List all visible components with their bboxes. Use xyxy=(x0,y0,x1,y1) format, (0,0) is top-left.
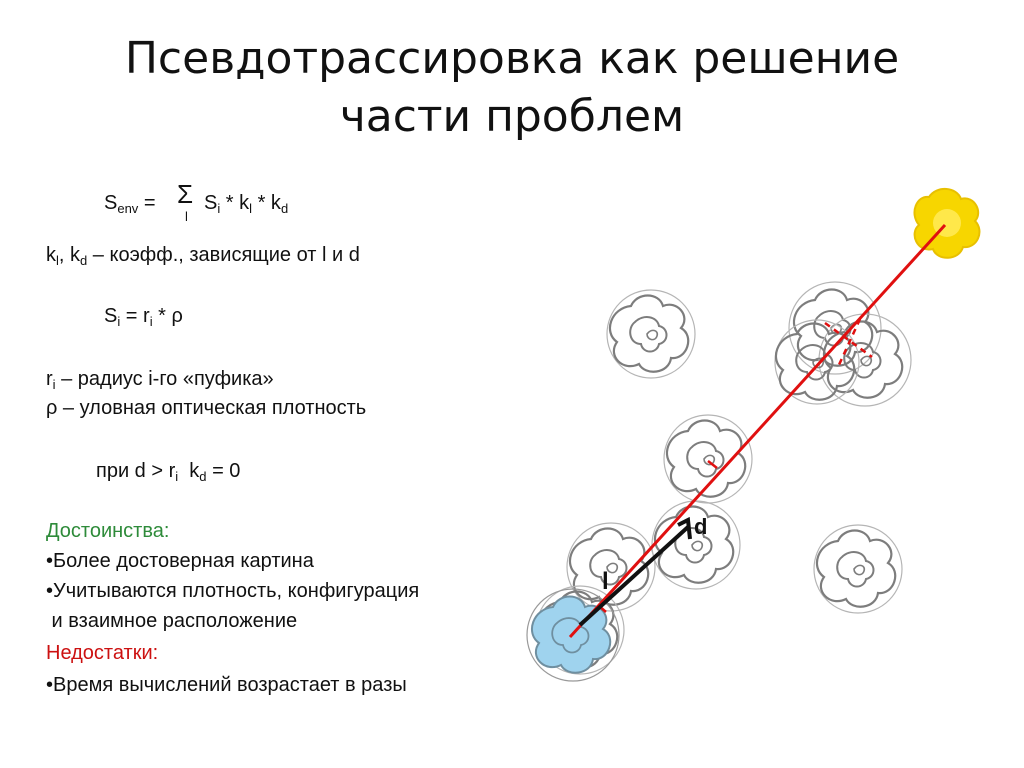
condition-kd-sub: d xyxy=(199,469,207,484)
formula-senv-lhs-sub: env xyxy=(117,201,139,216)
pros-item: •Учитываются плотность, конфигурация xyxy=(46,580,420,602)
label-d: d xyxy=(694,514,708,539)
formula-term-kd: * k xyxy=(252,192,281,214)
pros-heading: Достоинства: xyxy=(46,520,170,542)
cloud-puff xyxy=(664,415,752,503)
sigma-symbol: Σ xyxy=(177,179,194,209)
cloud-puff xyxy=(607,290,695,378)
coeff-kl: k xyxy=(46,244,56,266)
rho-definition: ρ – уловная оптическая плотность xyxy=(46,397,367,419)
sigma-index: l xyxy=(185,209,188,224)
formula-si-s-sub: i xyxy=(117,314,121,329)
coeff-kd-sub: d xyxy=(80,253,88,268)
condition-kd: k xyxy=(178,460,200,482)
condition-d-sub: i xyxy=(175,469,179,484)
coeff-line xyxy=(46,243,360,267)
formula-term-kl-sub: l xyxy=(249,201,253,216)
ri-description: – радиус i-го «пуфика» xyxy=(55,368,274,390)
cons-heading: Недостатки: xyxy=(46,642,159,664)
ri-symbol-sub: i xyxy=(52,377,56,392)
formula-si xyxy=(104,304,183,328)
condition-result: = 0 xyxy=(206,460,241,482)
coeff-kd: , k xyxy=(58,244,81,266)
ri-definition xyxy=(46,367,274,391)
formula-si-r-sub: i xyxy=(149,314,153,329)
coeff-description: – коэфф., зависящие от l и d xyxy=(87,244,360,266)
pseudo-tracing-diagram xyxy=(520,175,1020,705)
formula-si-s: S xyxy=(104,305,118,327)
formula-term-kd-sub: d xyxy=(280,201,289,216)
formula-senv-eq: = xyxy=(138,192,156,214)
cloud-puff xyxy=(814,525,902,613)
formula-term-s-sub: i xyxy=(217,201,221,216)
slide-title xyxy=(0,30,1024,146)
light-ray xyxy=(570,225,945,637)
formula-senv xyxy=(104,191,156,215)
formula-senv-terms xyxy=(204,191,288,215)
formula-si-rho: * ρ xyxy=(152,305,183,327)
slide-title-line1: Псевдотрассировка как решение xyxy=(124,33,900,84)
ri-symbol: r xyxy=(46,368,53,390)
label-l: l xyxy=(602,568,609,595)
condition-line xyxy=(96,459,240,483)
formula-term-s: S xyxy=(204,192,218,214)
condition-d: при d > r xyxy=(96,460,176,482)
cons-item: •Время вычислений возрастает в разы xyxy=(46,674,407,696)
coeff-kl-sub: l xyxy=(56,253,59,268)
formula-term-kl: * k xyxy=(220,192,250,214)
formula-senv-lhs: S xyxy=(104,192,118,214)
pros-item: и взаимное расположение xyxy=(46,610,298,632)
slide-title-line2: части проблем xyxy=(339,91,685,142)
pros-item: •Более достоверная картина xyxy=(46,550,314,572)
formula-si-r: = r xyxy=(120,305,150,327)
